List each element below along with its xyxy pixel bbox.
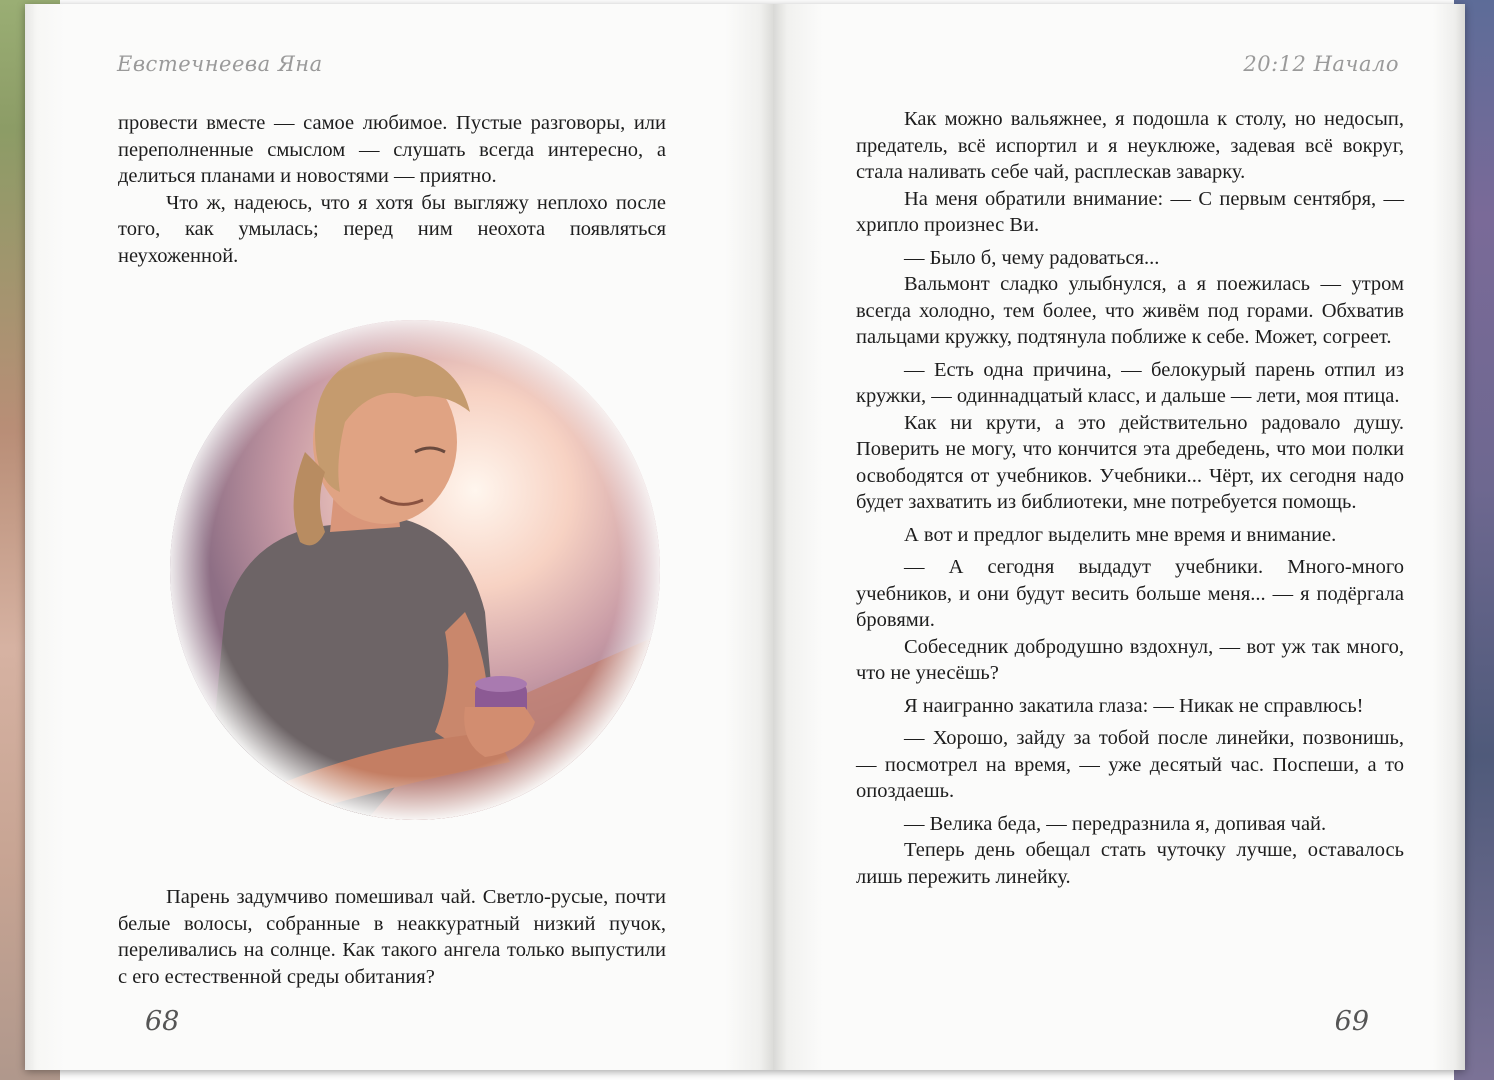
- paragraph: Я наигранно закатила глаза: — Никак не справлюсь!: [904, 694, 1364, 717]
- paragraph: Теперь день обещал стать чуточку лучше, оставалось лишь пережить линейку.: [856, 839, 1404, 888]
- open-book: [25, 4, 1465, 1070]
- paragraph: провести вместе — самое любимое. Пустые разговоры, или переполненные смыслом — слушать всегда интересно, а делиться планами и новостями — приятно.: [118, 112, 666, 187]
- paragraph: — Есть одна причина, — белокурый парень отпил из кружки, — одиннадцатый класс, и дальше — лети, моя птица.: [856, 358, 1404, 407]
- paragraph: — Велика беда, — передразнила я, допивая чай.: [904, 812, 1327, 835]
- paragraph: — Хорошо, зайду за тобой после линейки, позвонишь, — посмотрел на время, — уже десятый час. Поспеши, а то опоздаешь.: [856, 727, 1404, 802]
- illustration-boy-with-cup: [165, 312, 665, 822]
- paragraph: Вальмонт сладко улыбнулся, а я поежилась — утром всегда холодно, тем более, что живём под горами. Обхватив пальцами кружку, подтянула поближе к себе. Может, согреет.: [856, 273, 1404, 348]
- right-page: [773, 4, 1465, 1070]
- left-top-text: [118, 110, 666, 269]
- page-number-right: 69: [1334, 1006, 1369, 1037]
- page-number-left: 68: [145, 1006, 180, 1037]
- paragraph: Как ни крути, а это действительно радовало душу. Поверить не могу, что кончится эта дребедень, что мои полки освободятся от учебников. Учебники... Чёрт, их сегодня надо будет захватить из библиотеки, мне потребуется помощь.: [856, 411, 1404, 513]
- paragraph: Собеседник добродушно вздохнул, — вот уж так много, что не унесёшь?: [856, 635, 1404, 684]
- paragraph: На меня обратили внимание: — С первым сентября, — хрипло произнес Ви.: [856, 187, 1404, 236]
- left-bottom-text: [118, 884, 666, 990]
- paragraph: Парень задумчиво помешивал чай. Светло-русые, почти белые волосы, собранные в неаккуратный низкий пучок, переливались на солнце. Как такого ангела только выпустили с его естественной среды обитания?: [118, 886, 666, 988]
- left-page: [25, 4, 773, 1070]
- paragraph: Как можно вальяжнее, я подошла к столу, но недосып, предатель, всё испортил и я неуклюже, задевая всё вокруг, стала наливать себе чай, расплескав заварку.: [856, 108, 1404, 183]
- paragraph: — Было б, чему радоваться...: [904, 246, 1160, 269]
- running-head-left: Евстечнеева Яна: [117, 52, 323, 76]
- paragraph: Что ж, надеюсь, что я хотя бы выгляжу неплохо после того, как умылась; перед ним неохота появляться неухоженной.: [118, 191, 666, 267]
- running-head-right: 20:12 Начало: [1243, 52, 1399, 76]
- right-page-text: [856, 106, 1404, 890]
- paragraph: — А сегодня выдадут учебники. Много-много учебников, и они будут весить больше меня... — я подёргала бровями.: [856, 556, 1404, 631]
- paragraph: А вот и предлог выделить мне время и внимание.: [904, 523, 1337, 546]
